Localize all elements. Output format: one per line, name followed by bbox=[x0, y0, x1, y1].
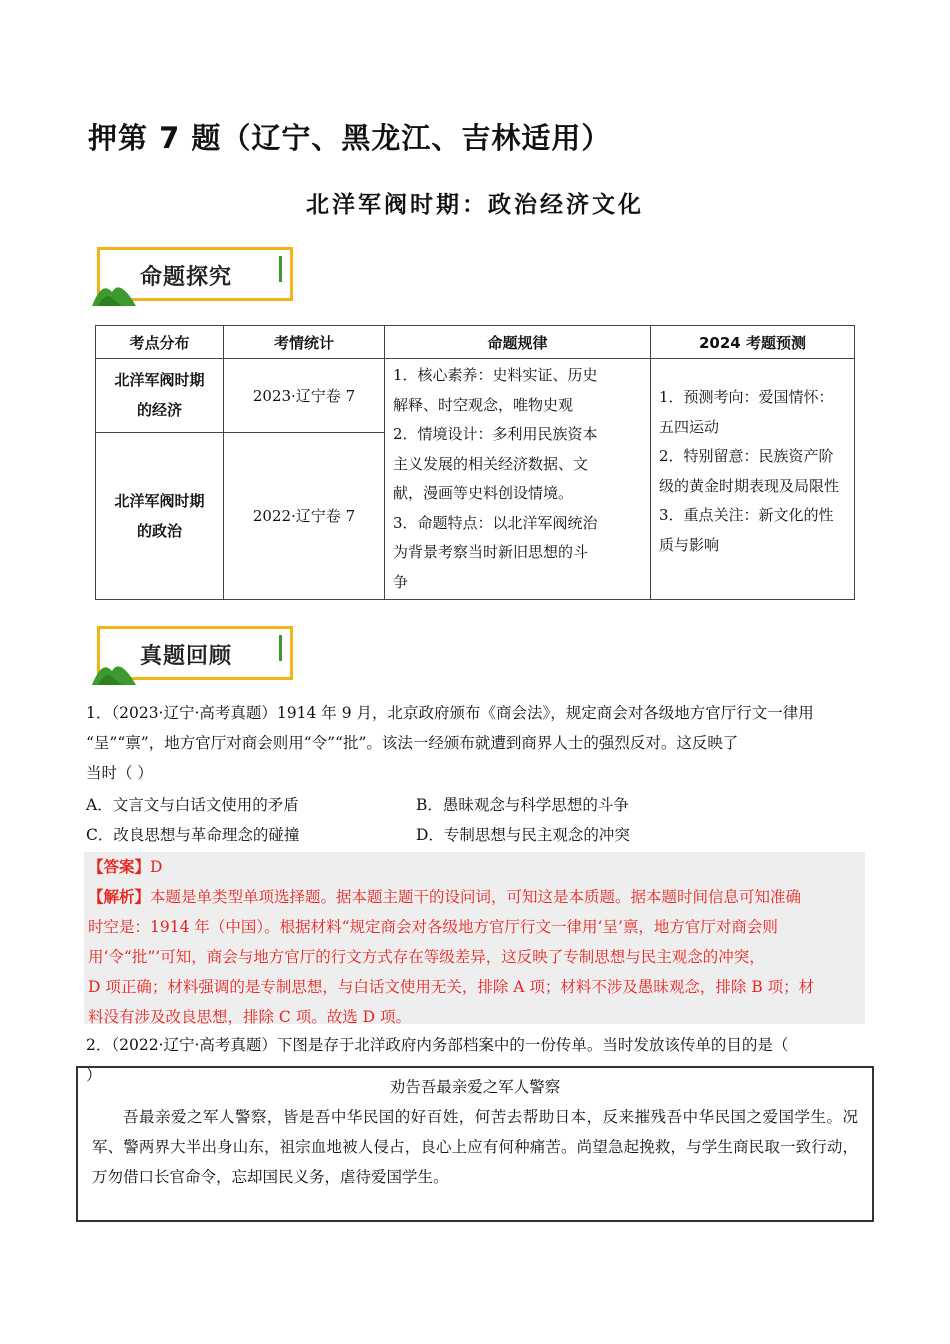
option-a: A．文言文与白话文使用的矛盾 bbox=[86, 796, 299, 814]
page-subtitle: 北洋军阀时期：政治经济文化 bbox=[306, 192, 644, 218]
section-mark bbox=[279, 635, 282, 661]
table-header: 2024 考题预测 bbox=[651, 326, 855, 359]
stat-cell: 2023·辽宁卷 7 bbox=[224, 359, 385, 433]
analysis-line: D 项正确；材料强调的是专制思想，与白话文使用无关，排除 A 项；材料不涉及愚昧观念，排除 B 项；材 bbox=[88, 978, 815, 996]
analysis-line: 【解析】本题是单类型单项选择题。据本题主题干的设问词，可知这是本质题。据本题时间信息可知准确 bbox=[88, 887, 802, 906]
leaflet-document bbox=[76, 1066, 874, 1222]
table-header: 考点分布 bbox=[96, 326, 224, 359]
section-mark bbox=[279, 256, 282, 282]
table-header: 命题规律 bbox=[385, 326, 651, 359]
option-b: B．愚昧观念与科学思想的斗争 bbox=[416, 796, 629, 814]
answer-analysis-block bbox=[84, 852, 865, 1024]
option-c: C．改良思想与革命理念的碰撞 bbox=[86, 826, 300, 844]
table-header-row bbox=[96, 326, 855, 359]
prediction-cell: 1．预测考向：爱国情怀： 五四运动 2．特别留意：民族资产阶 级的黄金时期表现及局限性 3．重点关注：新文化的性 质与影响 bbox=[651, 359, 855, 600]
section-label: 真题回顾 bbox=[140, 644, 233, 669]
table-header: 考情统计 bbox=[224, 326, 385, 359]
leaflet-title: 劝告吾最亲爱之军人警察 bbox=[389, 1078, 561, 1096]
section-label: 命题探究 bbox=[140, 265, 233, 290]
rules-cell: 1．核心素养：史料实证、历史 解释、时空观念，唯物史观 2．情境设计：多利用民族资本 主义发展的相关经济数据、文 献，漫画等史料创设情境。 3．命题特点：以北洋军阀统治 为背景考察当时新旧思想的斗 争 bbox=[385, 359, 651, 600]
page-title: 押第 7 题（辽宁、黑龙江、吉林适用） bbox=[88, 121, 612, 155]
topic-cell: 北洋军阀时期 的经济 bbox=[96, 359, 224, 433]
section-header-review bbox=[97, 626, 293, 680]
question-1: 1．（2023·辽宁·高考真题）1914 年 9 月，北京政府颁布《商会法》，规定商会对各级地方官厅行文一律用 “呈”“禀”，地方官厅对商会则用“令”“批”。该法一经颁布就遭到商界人士的强烈反对。这反映了 当时（ ） bbox=[86, 704, 814, 782]
answer-line: 【答案】D bbox=[88, 857, 163, 876]
topic-cell: 北洋军阀时期 的政治 bbox=[96, 432, 224, 599]
section-header-explore bbox=[97, 247, 293, 301]
leaflet-body: 吾最亲爱之军人警察，皆是吾中华民国的好百姓，何苦去帮助日本，反来摧残吾中华民国之爱国学生。况军、警两界大半出身山东，祖宗血地被人侵占，良心上应有何种痛苦。尚望急起挽救，与学生商民取一致行动，万勿借口长官命令，忘却国民义务，虐待爱国学生。 bbox=[92, 1108, 858, 1186]
analysis-line: 料没有涉及改良思想，排除 C 项。故选 D 项。 bbox=[88, 1008, 411, 1026]
stat-cell: 2022·辽宁卷 7 bbox=[224, 432, 385, 599]
question-2: 2．（2022·辽宁·高考真题）下图是存于北洋政府内务部档案中的一份传单。当时发放该传单的目的是（ ） bbox=[86, 1036, 789, 1084]
analysis-line: 时空是：1914 年（中国）。根据材料“规定商会对各级地方官厅行文一律用‘呈’禀，地方官厅对商会则 bbox=[88, 918, 778, 936]
option-d: D．专制思想与民主观念的冲突 bbox=[416, 826, 630, 844]
hill-icon bbox=[92, 653, 136, 685]
hill-icon bbox=[92, 274, 136, 306]
table-row bbox=[96, 359, 855, 433]
analysis-line: 用‘令“批”’可知，商会与地方官厅的行文方式存在等级差异，这反映了专制思想与民主观念的冲突， bbox=[88, 948, 765, 966]
exam-analysis-table bbox=[95, 325, 855, 600]
